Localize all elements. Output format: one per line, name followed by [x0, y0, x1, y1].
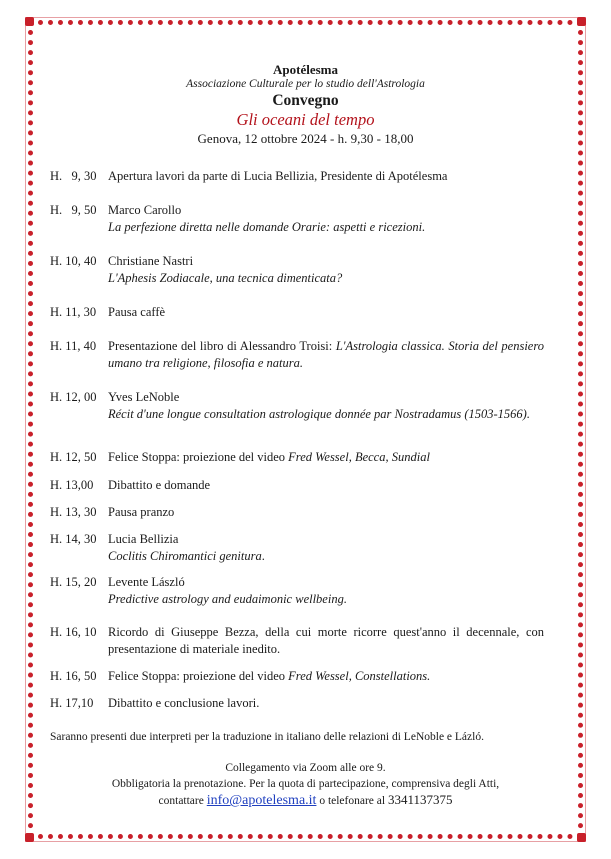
program-time: H. 9, 30	[50, 169, 97, 183]
booking-info: Obbligatoria la prenotazione. Per la quota di partecipazione, comprensiva degli Atti,	[111, 778, 500, 790]
event-title: Gli oceani del tempo	[236, 110, 375, 129]
video-title: Fred Wessel, Becca, Sundial	[288, 450, 430, 464]
contact-middle: o telefonare al	[316, 795, 388, 807]
program-speaker: Marco Carollo	[108, 203, 182, 217]
corner-ornament	[25, 17, 34, 26]
corner-ornament	[577, 17, 586, 26]
program-text: Ricordo di Giuseppe Bezza, della cui morte ricorre quest'anno il decennale, con presentazione di materiale inedito.	[108, 625, 544, 656]
email-link[interactable]: info@apotelesma.it	[206, 793, 317, 808]
program-talk: L'Aphesis Zodiacale, una tecnica dimenticata?	[108, 271, 343, 285]
program-text-plain: Presentazione del libro di Alessandro Troisi:	[108, 339, 336, 353]
program-talk-punct: .	[261, 549, 265, 563]
program-talk: Coclitis Chiromantici genitura	[108, 549, 262, 563]
program-talk: Predictive astrology and eudaimonic wellbeing.	[108, 592, 347, 606]
program-time: H. 15, 20	[50, 575, 97, 589]
event-date: Genova, 12 ottobre 2024 - h. 9,30 - 18,00	[197, 131, 414, 146]
book-title: L'Astrologia classica. Storia del pensiero umano tra religione, filosofia e natura.	[108, 339, 544, 370]
program-talk: Récit d'une longue consultation astrologique donnée par Nostradamus (1503-1566).	[108, 407, 530, 421]
program-text: Dibattito e conclusione lavori.	[108, 696, 260, 710]
event-type: Convegno	[272, 92, 339, 109]
program-time: H. 13, 30	[50, 505, 97, 519]
interpreters-note: Saranno presenti due interpreti per la traduzione in italiano delle relazioni di LeNoble e Lázló.	[50, 731, 484, 743]
program-talk: La perfezione diretta nelle domande Orarie: aspetti e ricezioni.	[108, 220, 426, 234]
program-speaker: Lucia Bellizia	[108, 532, 179, 546]
program-time: H. 13,00	[50, 478, 94, 492]
program-time: H. 12, 00	[50, 390, 97, 404]
organization-name: Apotélesma	[273, 62, 338, 77]
program-text: Apertura lavori da parte di Lucia Bellizia, Presidente di Apotélesma	[108, 169, 448, 183]
phone-number: 3341137375	[387, 792, 453, 807]
program-speaker: Yves LeNoble	[108, 390, 180, 404]
program-time: H. 16, 50	[50, 669, 97, 683]
program-text	[108, 668, 544, 685]
program-text: Dibattito e domande	[108, 478, 211, 492]
program-text-plain: Felice Stoppa: proiezione del video	[108, 450, 289, 464]
program-text-plain: Felice Stoppa: proiezione del video	[108, 669, 289, 683]
program-talk-line	[108, 548, 544, 565]
corner-ornament	[577, 833, 586, 842]
program-time: H. 17,10	[50, 696, 94, 710]
program-text	[108, 338, 544, 372]
program-speaker: Christiane Nastri	[108, 254, 194, 268]
program-time: H. 11, 30	[50, 305, 97, 319]
program-time: H. 11, 40	[50, 339, 97, 353]
program-time: H. 12, 50	[50, 450, 97, 464]
program-text	[108, 449, 544, 466]
organization-subtitle: Associazione Culturale per lo studio dell'Astrologia	[186, 78, 425, 90]
document-header	[0, 62, 611, 147]
program-time: H. 16, 10	[50, 625, 97, 639]
contact-line	[0, 792, 611, 809]
program-time: H. 10, 40	[50, 254, 97, 268]
program-speaker: Levente László	[108, 575, 185, 589]
document-footer	[0, 760, 611, 809]
zoom-info: Collegamento via Zoom alle ore 9.	[225, 762, 386, 774]
corner-ornament	[25, 833, 34, 842]
video-title: Fred Wessel, Constellations.	[288, 669, 431, 683]
program-text: Pausa caffè	[108, 305, 166, 319]
program-text: Pausa pranzo	[108, 505, 175, 519]
program-time: H. 9, 50	[50, 203, 97, 217]
program-time: H. 14, 30	[50, 532, 97, 546]
contact-prefix: contattare	[158, 795, 207, 807]
